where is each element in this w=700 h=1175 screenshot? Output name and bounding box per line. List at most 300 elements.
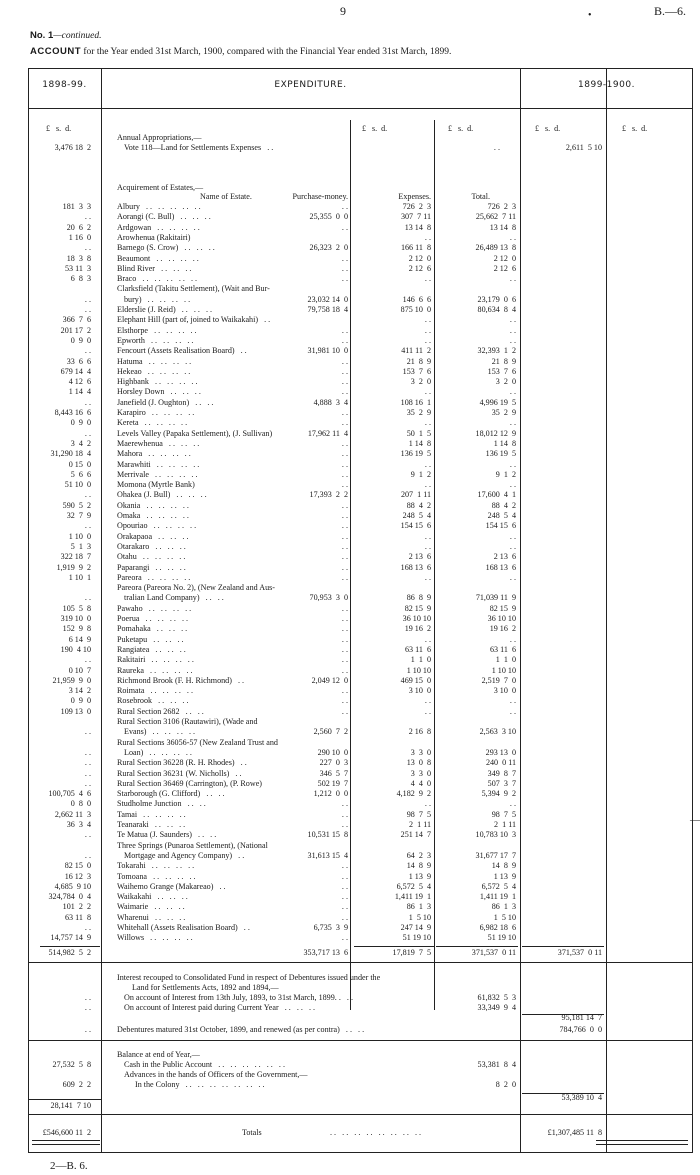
estate-purchase-money: . . (341, 253, 348, 263)
estate-name: Karapiro . . . . . . . . (117, 408, 195, 417)
estate-total: . . (509, 418, 516, 428)
estate-expenses: 13 14 8 (404, 222, 431, 232)
estate-prev-amount: . . (84, 243, 91, 253)
estate-expenses: 2 13 6 (408, 552, 431, 562)
estate-purchase-money: . . (341, 614, 348, 623)
estate-name: Waimarie . . . . . . (117, 902, 185, 912)
lsd-prev: £ s. d. (46, 124, 72, 133)
estate-purchase-money: . . (341, 366, 348, 376)
estate-total: 1,411 19 1 (479, 892, 516, 902)
estate-prev-amount: . . (84, 521, 91, 531)
estate-name: Pawaho . . . . . . . . (117, 603, 192, 613)
estate-expenses: 307 7 11 (400, 212, 431, 222)
table-row (0, 367, 700, 377)
table-row (0, 254, 700, 264)
estate-purchase-money: . . (341, 469, 348, 479)
estate-purchase-money: . . (341, 572, 348, 582)
estate-name: tralian Land Company) . . . . (124, 593, 224, 603)
estate-name: Pomahaka . . . . . . (117, 624, 188, 634)
estate-total: 80,634 8 4 (477, 305, 516, 314)
document-reference: B.—6. (653, 4, 686, 18)
estate-name: Roimata . . . . . . . . (117, 686, 193, 696)
header-rule (28, 108, 693, 109)
interest-text-2: Land for Settlements Acts, 1892 and 1894,— (132, 983, 279, 992)
estate-total: 88 4 2 (491, 500, 516, 510)
estate-purchase-money: . . (341, 655, 348, 665)
estate-purchase-money: 2,560 7 2 (313, 727, 348, 737)
estate-purchase-money: 25,355 0 0 (309, 212, 348, 222)
estate-purchase-money: . . (341, 892, 348, 902)
estate-prev-amount: 0 9 0 (70, 335, 91, 345)
estate-expenses: 146 6 6 (402, 294, 431, 304)
page-header (0, 0, 700, 60)
table-row (0, 593, 700, 603)
estate-expenses: 207 1 11 (400, 490, 431, 500)
estate-purchase-money: 23,032 14 0 (307, 294, 348, 304)
estate-name: Aorangi (C. Bull) . . . . . . (117, 212, 211, 222)
estate-name: Highbank . . . . . . . . (117, 377, 198, 387)
table-row (0, 449, 700, 459)
estate-name: Tamai . . . . . . . . (117, 809, 186, 819)
estate-total: 1 1 0 (495, 655, 516, 665)
estate-expenses: . . (424, 706, 431, 716)
table-row (0, 789, 700, 799)
appropriations-heading: Annual Appropriations,— (117, 133, 202, 142)
table-row (0, 243, 700, 253)
estate-name: Okania . . . . . . . . (117, 500, 189, 510)
table-row (0, 387, 700, 397)
estate-expenses: 2 12 6 (408, 263, 431, 273)
table-row (0, 573, 700, 583)
table-row (0, 511, 700, 521)
debentures-row: . . Debentures matured 31st October, 1899, and renewed (as per contra) . . . . 784,766 0 0 (84, 1025, 602, 1034)
estate-prev-amount: . . (84, 778, 91, 788)
estate-total: . . (509, 634, 516, 644)
estate-expenses: 1 13 9 (408, 871, 431, 881)
estates-heading: Acquirement of Estates,— (117, 183, 204, 192)
estate-purchase-money: . . (341, 511, 348, 520)
estate-purchase-money: . . (341, 902, 348, 912)
estate-purchase-money: 6,735 3 9 (313, 923, 348, 932)
estate-name: Hatuma . . . . . . . . (117, 356, 192, 366)
table-row (0, 398, 700, 408)
estate-purchase-money: 17,962 11 4 (307, 428, 348, 438)
lsd-gt: £ s. d. (622, 124, 648, 133)
table-row (0, 202, 700, 212)
estate-purchase-money: . . (341, 377, 348, 387)
estate-total: 13 14 8 (489, 222, 516, 232)
estate-prev-amount: 4 12 6 (68, 377, 91, 387)
table-row (0, 357, 700, 367)
estate-purchase-money: . . (341, 696, 348, 706)
table-row (0, 635, 700, 645)
estate-purchase-money: . . (341, 881, 348, 891)
col-header-prev: 1898-99. (42, 80, 87, 90)
estate-total: 726 2 3 (487, 202, 516, 211)
table-row (0, 676, 700, 686)
estate-name: Willows . . . . . . . . (117, 933, 193, 943)
estate-purchase-money: . . (341, 820, 348, 829)
estate-purchase-money: . . (341, 933, 348, 943)
table-row (0, 614, 700, 624)
estate-prev-amount: 5 1 3 (70, 541, 91, 551)
estate-purchase-money: . . (341, 500, 348, 510)
estate-expenses: . . (424, 418, 431, 428)
balance-colony: 609 2 2 In the Colony . . . . . . . . . . . . . . 8 2 0 (62, 1080, 516, 1089)
estate-purchase-money: . . (341, 634, 348, 644)
table-row (0, 841, 700, 851)
table-row (0, 851, 700, 861)
lsd-tot: £ s. d. (535, 124, 561, 133)
estate-prev-amount: 152 9 8 (62, 624, 91, 634)
estate-prev-amount: 590 5 2 (62, 500, 91, 510)
estate-name: Kereta . . . . . . . . (117, 418, 188, 428)
estate-name: Maerewhenua . . . . . . (117, 438, 200, 448)
estate-purchase-money: . . (341, 912, 348, 922)
table-row (0, 666, 700, 676)
estate-prev-amount: . . (84, 830, 91, 840)
estate-prev-amount: 0 15 0 (68, 459, 91, 469)
estate-prev-amount: 5 6 6 (70, 469, 91, 479)
estate-total: 2,519 7 0 (481, 675, 516, 685)
estate-prev-amount: 14,757 14 9 (50, 933, 91, 943)
estate-name: Loan) . . . . . . . . (124, 747, 192, 757)
estate-name: Ohakea (J. Bull) . . . . . . (117, 490, 207, 500)
estate-name: Pareora (Pareora No. 2), (New Zealand and Aus- (117, 583, 275, 593)
estate-expenses: 4 4 0 (410, 778, 431, 788)
debentures-rule (28, 1040, 693, 1041)
estate-total: 1 5 10 (493, 912, 516, 922)
estate-prev-amount: 0 9 0 (70, 418, 91, 428)
estate-total: . . (509, 274, 516, 284)
table-row (0, 892, 700, 902)
estate-expenses: 6,572 5 4 (396, 881, 431, 891)
estate-total: 2 1 11 (494, 820, 516, 829)
estate-total: 136 19 5 (485, 449, 516, 459)
estate-total: 71,039 11 9 (475, 593, 516, 603)
estate-name: Wharenui . . . . . . (117, 912, 186, 922)
estate-expenses: 411 11 2 (401, 346, 431, 356)
estate-expenses: 3 3 0 (410, 747, 431, 757)
estate-prev-amount: 8,443 16 6 (54, 408, 91, 417)
table-row (0, 604, 700, 614)
estate-total: 153 7 6 (487, 366, 516, 376)
estate-purchase-money: . . (341, 552, 348, 562)
estate-total: 1 13 9 (493, 871, 516, 881)
estate-purchase-money: . . (341, 531, 348, 541)
estate-prev-amount: 18 3 8 (66, 253, 91, 263)
estate-prev-amount: 63 11 8 (64, 912, 91, 922)
estate-total: 293 13 0 (485, 747, 516, 757)
estate-total: 248 5 4 (487, 511, 516, 520)
estate-expenses: 875 10 0 (400, 305, 431, 314)
estate-expenses: 9 1 2 (410, 469, 431, 479)
table-row (0, 810, 700, 820)
estate-expenses: 35 2 9 (406, 408, 431, 417)
estate-total: 21 8 9 (491, 356, 516, 366)
estate-expenses: . . (424, 335, 431, 345)
estate-total: . . (509, 387, 516, 397)
margin-mark: — (690, 815, 700, 826)
estates-sum-rule-tot (522, 946, 604, 947)
estate-prev-amount: 2,662 11 3 (54, 809, 91, 819)
estate-name: Waihemo Grange (Makareao) . . (117, 881, 226, 891)
estate-name: Rakitairi . . . . . . . . (117, 655, 194, 665)
estate-prev-amount: 6 14 9 (68, 634, 91, 644)
estate-total: . . (509, 315, 516, 325)
estate-total: 507 3 7 (487, 778, 516, 788)
grand-total-underline-prev (32, 1140, 100, 1145)
table-row (0, 418, 700, 428)
table-row (0, 830, 700, 840)
balance-advances: Advances in the hands of Officers of the Government,— (124, 1070, 308, 1079)
estate-total: 2 13 6 (493, 552, 516, 562)
estate-expenses: 2 12 0 (408, 253, 431, 263)
estate-prev-amount: 201 17 2 (60, 325, 91, 335)
estate-expenses: 1 10 10 (406, 665, 431, 675)
table-row (0, 490, 700, 500)
table-row (0, 696, 700, 706)
estate-total: 35 2 9 (491, 408, 516, 417)
estate-prev-amount: . . (84, 428, 91, 438)
estate-expenses: . . (424, 387, 431, 397)
appropriations-total: 2,611 5 10 (565, 143, 602, 152)
estate-purchase-money: 17,393 2 2 (309, 490, 348, 500)
estate-prev-amount: 0 9 0 (70, 696, 91, 706)
estate-expenses: . . (424, 541, 431, 551)
estate-purchase-money: 10,531 15 8 (307, 830, 348, 840)
table-row (0, 532, 700, 542)
estate-total: 6,572 5 4 (481, 881, 516, 891)
grand-total-prev: £546,600 11 2 (42, 1128, 91, 1137)
estate-expenses: 251 14 7 (400, 830, 431, 840)
estate-purchase-money: . . (341, 274, 348, 284)
estate-expenses: 3 10 0 (408, 686, 431, 696)
table-row (0, 305, 700, 315)
estates-sum-rule-pm (354, 946, 434, 947)
estate-prev-amount: . . (84, 346, 91, 356)
estate-purchase-money: 502 19 7 (317, 778, 348, 788)
estate-expenses: . . (424, 799, 431, 809)
estate-expenses: 248 5 4 (402, 511, 431, 520)
table-row (0, 645, 700, 655)
col-header-this-year: 1899-1900. (578, 80, 635, 90)
estate-prev-amount: 101 2 2 (62, 902, 91, 912)
estate-prev-amount: 319 10 0 (60, 614, 91, 623)
table-row (0, 223, 700, 233)
account-title: ACCOUNT for the Year ended 31st March, 1900, compared with the Financial Year ended 31st March, 1899. (30, 46, 452, 57)
estate-expenses: 1 14 8 (408, 438, 431, 448)
estate-expenses: 13 0 8 (406, 758, 431, 768)
estate-total: 19 16 2 (489, 624, 516, 634)
estate-prev-amount: 6 8 3 (70, 274, 91, 284)
table-row (0, 913, 700, 923)
estate-expenses: . . (424, 315, 431, 325)
interest-row-prior: . . On account of Interest from 13th July, 1893, to 31st March, 1899. . . . 61,832 5 3 (84, 993, 516, 1002)
estate-purchase-money: . . (341, 202, 348, 211)
estate-expenses: 3 2 0 (410, 377, 431, 387)
estate-prev-amount: 3 4 2 (70, 438, 91, 448)
estate-name: Elsthorpe . . . . . . . . (117, 325, 197, 335)
table-row (0, 563, 700, 573)
estate-expenses: . . (424, 480, 431, 490)
estate-prev-amount: 1,919 9 2 (56, 562, 91, 572)
estate-total: 32,393 1 2 (477, 346, 516, 356)
estate-total: . . (509, 572, 516, 582)
estate-prev-amount: . . (84, 305, 91, 314)
estate-purchase-money: . . (341, 387, 348, 397)
estate-expenses: 108 16 1 (400, 397, 431, 407)
estate-name: Fencourt (Assets Realisation Board) . . (117, 346, 247, 356)
estate-total: 5,394 9 2 (481, 789, 516, 799)
estate-total: . . (509, 480, 516, 490)
estate-prev-amount: 0 8 0 (70, 799, 91, 809)
estate-expenses: 247 14 9 (400, 923, 431, 932)
estate-name: Tomoana . . . . . . . . (117, 871, 196, 881)
estates-sum-rule-prev (40, 946, 100, 947)
table-row (0, 521, 700, 531)
estate-purchase-money: . . (341, 356, 348, 366)
interest-text-1: Interest recouped to Consolidated Fund in respect of Debentures issued under the (117, 973, 381, 982)
table-row (0, 212, 700, 222)
estate-purchase-money: 1,212 0 0 (313, 789, 348, 799)
estates-sum-rule-ex (436, 946, 518, 947)
estate-total: 51 19 10 (487, 933, 516, 943)
estate-prev-amount: 16 12 3 (64, 871, 91, 881)
estate-purchase-money: 26,323 2 0 (309, 243, 348, 253)
estate-purchase-money: . . (341, 871, 348, 881)
table-row (0, 408, 700, 418)
estate-name: Elderslie (J. Reid) . . . . . . (117, 305, 213, 314)
grand-total-underline-gt (596, 1140, 688, 1145)
estate-expenses: 36 10 10 (402, 614, 431, 623)
estate-expenses: 88 4 2 (406, 500, 431, 510)
estate-name: Momona (Myrtle Bank) (117, 480, 195, 490)
estate-name: Horsley Down . . . . . . (117, 387, 201, 397)
estate-expenses: 64 2 3 (406, 850, 431, 860)
estate-expenses: 86 1 3 (406, 902, 431, 912)
estate-purchase-money: . . (341, 438, 348, 448)
table-row (0, 583, 700, 593)
estate-name: Rosebrook . . . . . . (117, 696, 189, 706)
estate-expenses: 1 5 10 (408, 912, 431, 922)
estate-expenses: 50 1 5 (406, 428, 431, 438)
appropriations-prev: 3,476 18 2 (54, 143, 91, 152)
estate-prev-amount: . . (84, 768, 91, 778)
estate-name: Rural Sections 36056-57 (New Zealand Trust and (117, 737, 278, 747)
estate-total: 31,677 17 7 (475, 850, 516, 860)
estate-prev-amount: 1 10 0 (68, 531, 91, 541)
estate-total: 18,012 12 9 (475, 428, 516, 438)
estate-name: Paparangi . . . . . . (117, 562, 186, 572)
estate-name: Mahora . . . . . . . . (117, 449, 191, 459)
estate-expenses: 86 8 9 (406, 593, 431, 603)
estate-total: 349 8 7 (487, 768, 516, 778)
estate-name: Rural Section 2682 . . . . (117, 706, 204, 716)
estate-prev-amount: . . (84, 655, 91, 665)
table-row (0, 861, 700, 871)
estate-prev-amount: 51 10 0 (64, 480, 91, 490)
interest-row-current: . . On account of Interest paid during Current Year . . . . . . 33,349 9 4 (84, 1003, 516, 1012)
estate-prev-amount: 20 6 2 (66, 222, 91, 232)
estate-expenses: 1 1 0 (410, 655, 431, 665)
estate-prev-amount: 1 16 0 (68, 232, 91, 242)
table-row (0, 820, 700, 830)
estate-total: 2,563 3 10 (479, 727, 516, 737)
estate-purchase-money: . . (341, 459, 348, 469)
estate-purchase-money: . . (341, 799, 348, 809)
estate-expenses: 2 1 11 (409, 820, 431, 829)
estate-expenses: 469 15 0 (400, 675, 431, 685)
estate-name: Marawhiti . . . . . . . . (117, 459, 200, 469)
table-row (0, 707, 700, 717)
estate-total: 26,489 13 8 (475, 243, 516, 253)
estate-expenses: 82 15 9 (404, 603, 431, 613)
estate-total: . . (509, 232, 516, 242)
table-row (0, 460, 700, 470)
table-row (0, 284, 700, 294)
estate-prev-amount: 1 14 4 (68, 387, 91, 397)
mark-dot: • (588, 10, 592, 21)
estate-purchase-money: . . (341, 686, 348, 696)
estate-name: Barnego (S. Crow) . . . . . . (117, 243, 215, 253)
estate-purchase-money: 4,888 3 4 (313, 397, 348, 407)
estate-name: Evans) . . . . . . . . (124, 727, 196, 737)
estate-purchase-money: . . (341, 418, 348, 428)
estate-name: Omaka . . . . . . . . (117, 511, 189, 520)
estate-prev-amount: . . (84, 593, 91, 603)
estate-total: 3 10 0 (493, 686, 516, 696)
estate-total: 6,982 18 6 (479, 923, 516, 932)
lsd-ex: £ s. d. (448, 124, 474, 133)
table-row (0, 624, 700, 634)
estate-prev-amount: 3 14 2 (68, 686, 91, 696)
continued-label: No. 1—continued. (30, 30, 102, 41)
estate-expenses: 19 16 2 (404, 624, 431, 634)
estate-expenses: 51 19 10 (402, 933, 431, 943)
estate-name: Studholme Junction . . . . (117, 799, 206, 809)
estate-purchase-money: . . (341, 480, 348, 490)
table-row (0, 315, 700, 325)
estate-prev-amount: . . (84, 747, 91, 757)
col-header-expenditure: EXPENDITURE. (274, 80, 347, 90)
estate-name: Richmond Brook (F. H. Richmond) . . (117, 675, 245, 685)
table-row (0, 542, 700, 552)
balance-total: 53,389 10 4 (561, 1093, 602, 1102)
table-row (0, 346, 700, 356)
estate-name: Beaumont . . . . . . . . (117, 253, 199, 263)
estate-prev-amount: 324,784 0 4 (48, 892, 91, 902)
estate-expenses: . . (424, 325, 431, 335)
estate-purchase-money: 346 5 7 (319, 768, 348, 778)
estate-name: Clarksfield (Takitu Settlement), (Wait and Bur- (117, 284, 270, 294)
table-row (0, 274, 700, 284)
estate-total: . . (509, 459, 516, 469)
estate-purchase-money: . . (341, 541, 348, 551)
estate-total: 168 13 6 (485, 562, 516, 572)
table-row (0, 902, 700, 912)
estate-purchase-money: . . (341, 408, 348, 417)
table-row (0, 769, 700, 779)
estate-prev-amount: 31,290 18 4 (50, 449, 91, 459)
estate-name: Elephant Hill (part of, joined to Waikakahi) . . (117, 315, 271, 325)
estate-purchase-money: . . (341, 644, 348, 654)
estate-name: Poerua . . . . . . . . (117, 614, 189, 623)
table-row (0, 758, 700, 768)
table-row (0, 429, 700, 439)
estate-name: Pareora . . . . . . . . (117, 572, 191, 582)
estate-expenses: . . (424, 274, 431, 284)
